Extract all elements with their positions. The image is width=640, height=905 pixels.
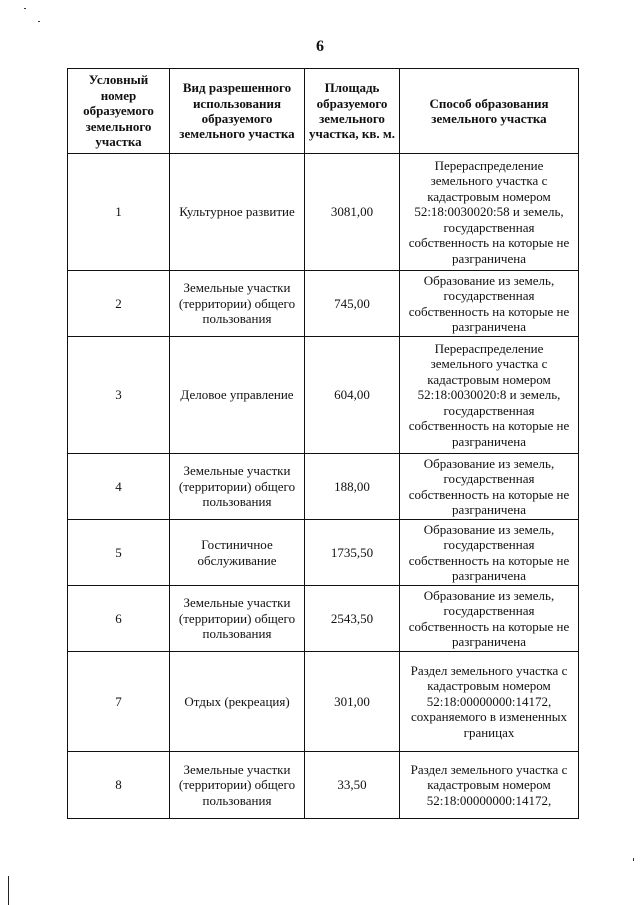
plot-number: 4 [68,454,170,520]
plot-area: 301,00 [305,652,400,752]
land-plots-table [67,68,579,819]
scan-speck [38,21,40,22]
table-row [68,652,579,752]
permitted-use: Культурное развитие [170,154,305,271]
permitted-use: Земельные участки (территории) общего пользования [170,752,305,819]
formation-method: Образование из земель, государственная собственность на которые не разграничена [400,586,579,652]
scan-edge-line [8,876,9,905]
column-header-area: Площадь образуемого земельного участка, кв. м. [305,69,400,154]
formation-method: Раздел земельного участка с кадастровым номером 52:18:00000000:14172, [400,752,579,819]
plot-number: 6 [68,586,170,652]
plot-area: 3081,00 [305,154,400,271]
permitted-use: Земельные участки (территории) общего пользования [170,454,305,520]
permitted-use: Деловое управление [170,337,305,454]
plot-area: 2543,50 [305,586,400,652]
plot-number: 5 [68,520,170,586]
table-row [68,271,579,337]
formation-method: Перераспределение земельного участка с кадастровым номером 52:18:0030020:8 и земель, государственная собственность на которые не разграничена [400,337,579,454]
scan-speck [24,8,26,9]
table-row [68,520,579,586]
table-row [68,454,579,520]
table-header-row [68,69,579,154]
plot-area: 745,00 [305,271,400,337]
plot-area: 604,00 [305,337,400,454]
scan-speck [633,858,634,861]
column-header-use: Вид разрешенного использования образуемого земельного участка [170,69,305,154]
plot-area: 33,50 [305,752,400,819]
formation-method: Образование из земель, государственная собственность на которые не разграничена [400,520,579,586]
table-row [68,337,579,454]
formation-method: Образование из земель, государственная собственность на которые не разграничена [400,454,579,520]
table-row [68,752,579,819]
column-header-number: Условный номер образуемого земельного участка [68,69,170,154]
plot-area: 1735,50 [305,520,400,586]
plot-number: 1 [68,154,170,271]
page-number: 6 [316,38,324,55]
permitted-use: Земельные участки (территории) общего пользования [170,271,305,337]
plot-number: 3 [68,337,170,454]
permitted-use: Земельные участки (территории) общего пользования [170,586,305,652]
formation-method: Перераспределение земельного участка с кадастровым номером 52:18:0030020:58 и земель, государственная собственность на которые не разграничена [400,154,579,271]
plot-number: 8 [68,752,170,819]
plot-area: 188,00 [305,454,400,520]
plot-number: 2 [68,271,170,337]
column-header-method: Способ образования земельного участка [400,69,579,154]
formation-method: Образование из земель, государственная собственность на которые не разграничена [400,271,579,337]
table-row [68,154,579,271]
permitted-use: Гостиничное обслуживание [170,520,305,586]
table-row [68,586,579,652]
formation-method: Раздел земельного участка с кадастровым номером 52:18:00000000:14172, сохраняемого в измененных границах [400,652,579,752]
plot-number: 7 [68,652,170,752]
permitted-use: Отдых (рекреация) [170,652,305,752]
